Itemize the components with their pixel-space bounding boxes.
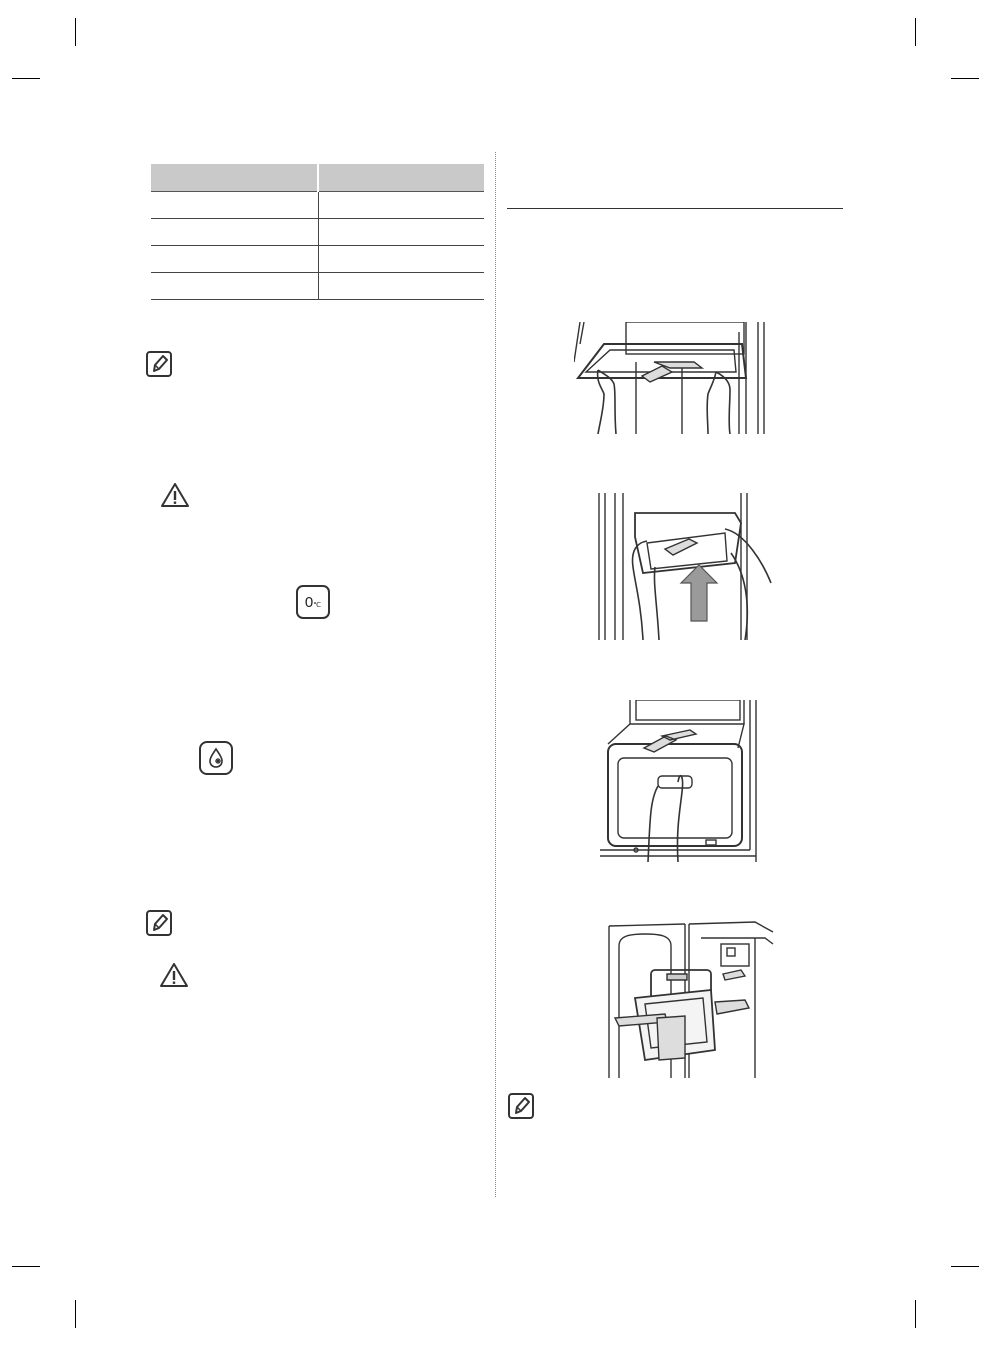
crop-mark <box>915 1300 916 1328</box>
zero-degree-button-icon <box>296 585 330 619</box>
table-row <box>151 219 484 246</box>
ice-bucket-removal-illustration <box>605 918 775 1078</box>
remove-shelf-illustration <box>574 322 770 434</box>
table-header-cell <box>151 164 318 192</box>
crop-mark <box>12 1266 40 1267</box>
table-cell <box>318 192 484 219</box>
lift-bin-illustration <box>595 493 775 640</box>
caution-icon <box>159 962 189 988</box>
caution-icon <box>160 482 190 508</box>
water-ice-button-icon <box>199 741 233 775</box>
crop-mark <box>951 78 979 79</box>
table-header-row <box>151 164 484 192</box>
table-row <box>151 192 484 219</box>
table-cell <box>151 273 318 300</box>
table-cell <box>318 273 484 300</box>
crop-mark <box>951 1266 979 1267</box>
table-row <box>151 273 484 300</box>
note-icon <box>146 910 172 936</box>
column-divider <box>495 152 496 1197</box>
crop-mark <box>75 1300 76 1328</box>
table-cell <box>318 246 484 273</box>
pull-out-drawer-illustration <box>600 700 758 862</box>
zero-degree-unit: ℃ <box>313 601 322 609</box>
note-icon <box>146 351 172 377</box>
table-cell <box>151 219 318 246</box>
crop-mark <box>12 78 40 79</box>
table-cell <box>318 219 484 246</box>
crop-mark <box>75 18 76 46</box>
table-header-cell <box>318 164 484 192</box>
table-row <box>151 246 484 273</box>
section-rule <box>507 208 843 209</box>
zero-degree-label: 0 <box>304 593 314 611</box>
table-cell <box>151 246 318 273</box>
table-cell <box>151 192 318 219</box>
note-icon <box>508 1093 534 1119</box>
spec-table <box>151 164 484 300</box>
crop-mark <box>915 18 916 46</box>
